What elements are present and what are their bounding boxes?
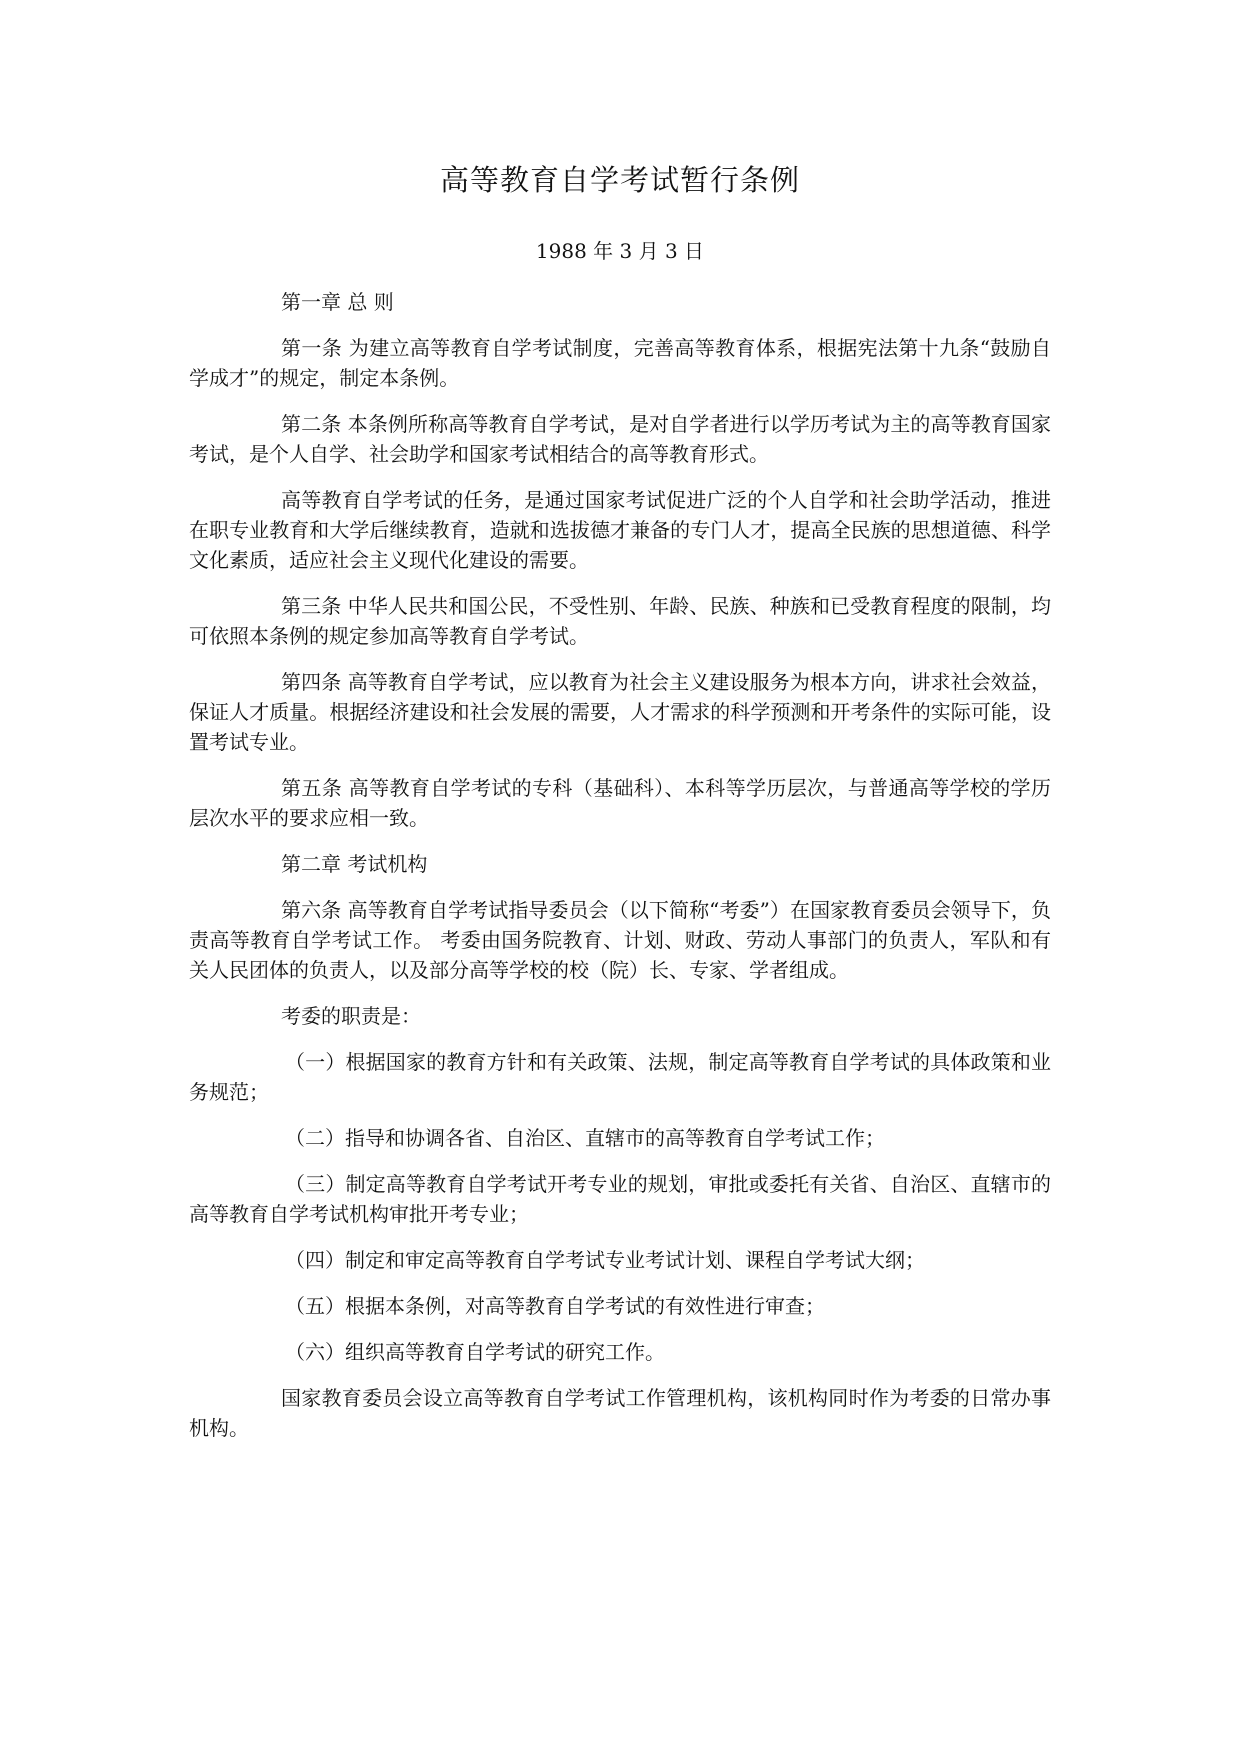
article-paragraph: 国家教育委员会设立高等教育自学考试工作管理机构，该机构同时作为考委的日常办事机构。: [189, 1386, 1051, 1440]
document-title: 高等教育自学考试暂行条例: [439, 163, 800, 197]
duty-item: （三）制定高等教育自学考试开考专业的规划，审批或委托有关省、自治区、直辖市的高等教育自学考试机构审批开考专业；: [189, 1172, 1051, 1226]
article-paragraph: 第六条 高等教育自学考试指导委员会（以下简称“考委”）在国家教育委员会领导下，负责高等教育自学考试工作。 考委由国务院教育、计划、财政、劳动人事部门的负责人，军队和有关人民团体的负责人，以及部分高等学校的校（院）长、专家、学者组成。: [189, 898, 1051, 982]
duty-item: （二）指导和协调各省、自治区、直辖市的高等教育自学考试工作；: [285, 1126, 885, 1150]
document-body: [189, 287, 1051, 1443]
duty-item: （一）根据国家的教育方针和有关政策、法规，制定高等教育自学考试的具体政策和业务规范；: [189, 1050, 1051, 1104]
chapter-heading: 第二章 考试机构: [281, 852, 428, 876]
duty-item: （四）制定和审定高等教育自学考试专业考试计划、课程自学考试大纲；: [285, 1248, 925, 1272]
article-paragraph: 第二条 本条例所称高等教育自学考试，是对自学者进行以学历考试为主的高等教育国家考试，是个人自学、社会助学和国家考试相结合的高等教育形式。: [189, 412, 1051, 466]
article-paragraph: 高等教育自学考试的任务，是通过国家考试促进广泛的个人自学和社会助学活动，推进在职专业教育和大学后继续教育，造就和选拔德才兼备的专门人才，提高全民族的思想道德、科学文化素质，适应社会主义现代化建设的需要。: [189, 488, 1051, 572]
document-date: 1988 年 3 月 3 日: [535, 239, 705, 263]
duty-item: （五）根据本条例，对高等教育自学考试的有效性进行审查；: [285, 1294, 825, 1318]
article-paragraph: 第三条 中华人民共和国公民，不受性别、年龄、民族、种族和已受教育程度的限制，均可依照本条例的规定参加高等教育自学考试。: [189, 594, 1051, 648]
article-paragraph: 第五条 高等教育自学考试的专科（基础科）、本科等学历层次，与普通高等学校的学历层次水平的要求应相一致。: [189, 776, 1051, 830]
article-paragraph: 考委的职责是：: [281, 1004, 421, 1028]
duty-item: （六）组织高等教育自学考试的研究工作。: [285, 1340, 665, 1364]
chapter-heading: 第一章 总 则: [281, 290, 394, 314]
article-paragraph: 第一条 为建立高等教育自学考试制度，完善高等教育体系，根据宪法第十九条“鼓励自学成才”的规定，制定本条例。: [189, 336, 1051, 390]
article-paragraph: 第四条 高等教育自学考试，应以教育为社会主义建设服务为根本方向，讲求社会效益，保证人才质量。根据经济建设和社会发展的需要，人才需求的科学预测和开考条件的实际可能，设置考试专业。: [189, 670, 1051, 754]
